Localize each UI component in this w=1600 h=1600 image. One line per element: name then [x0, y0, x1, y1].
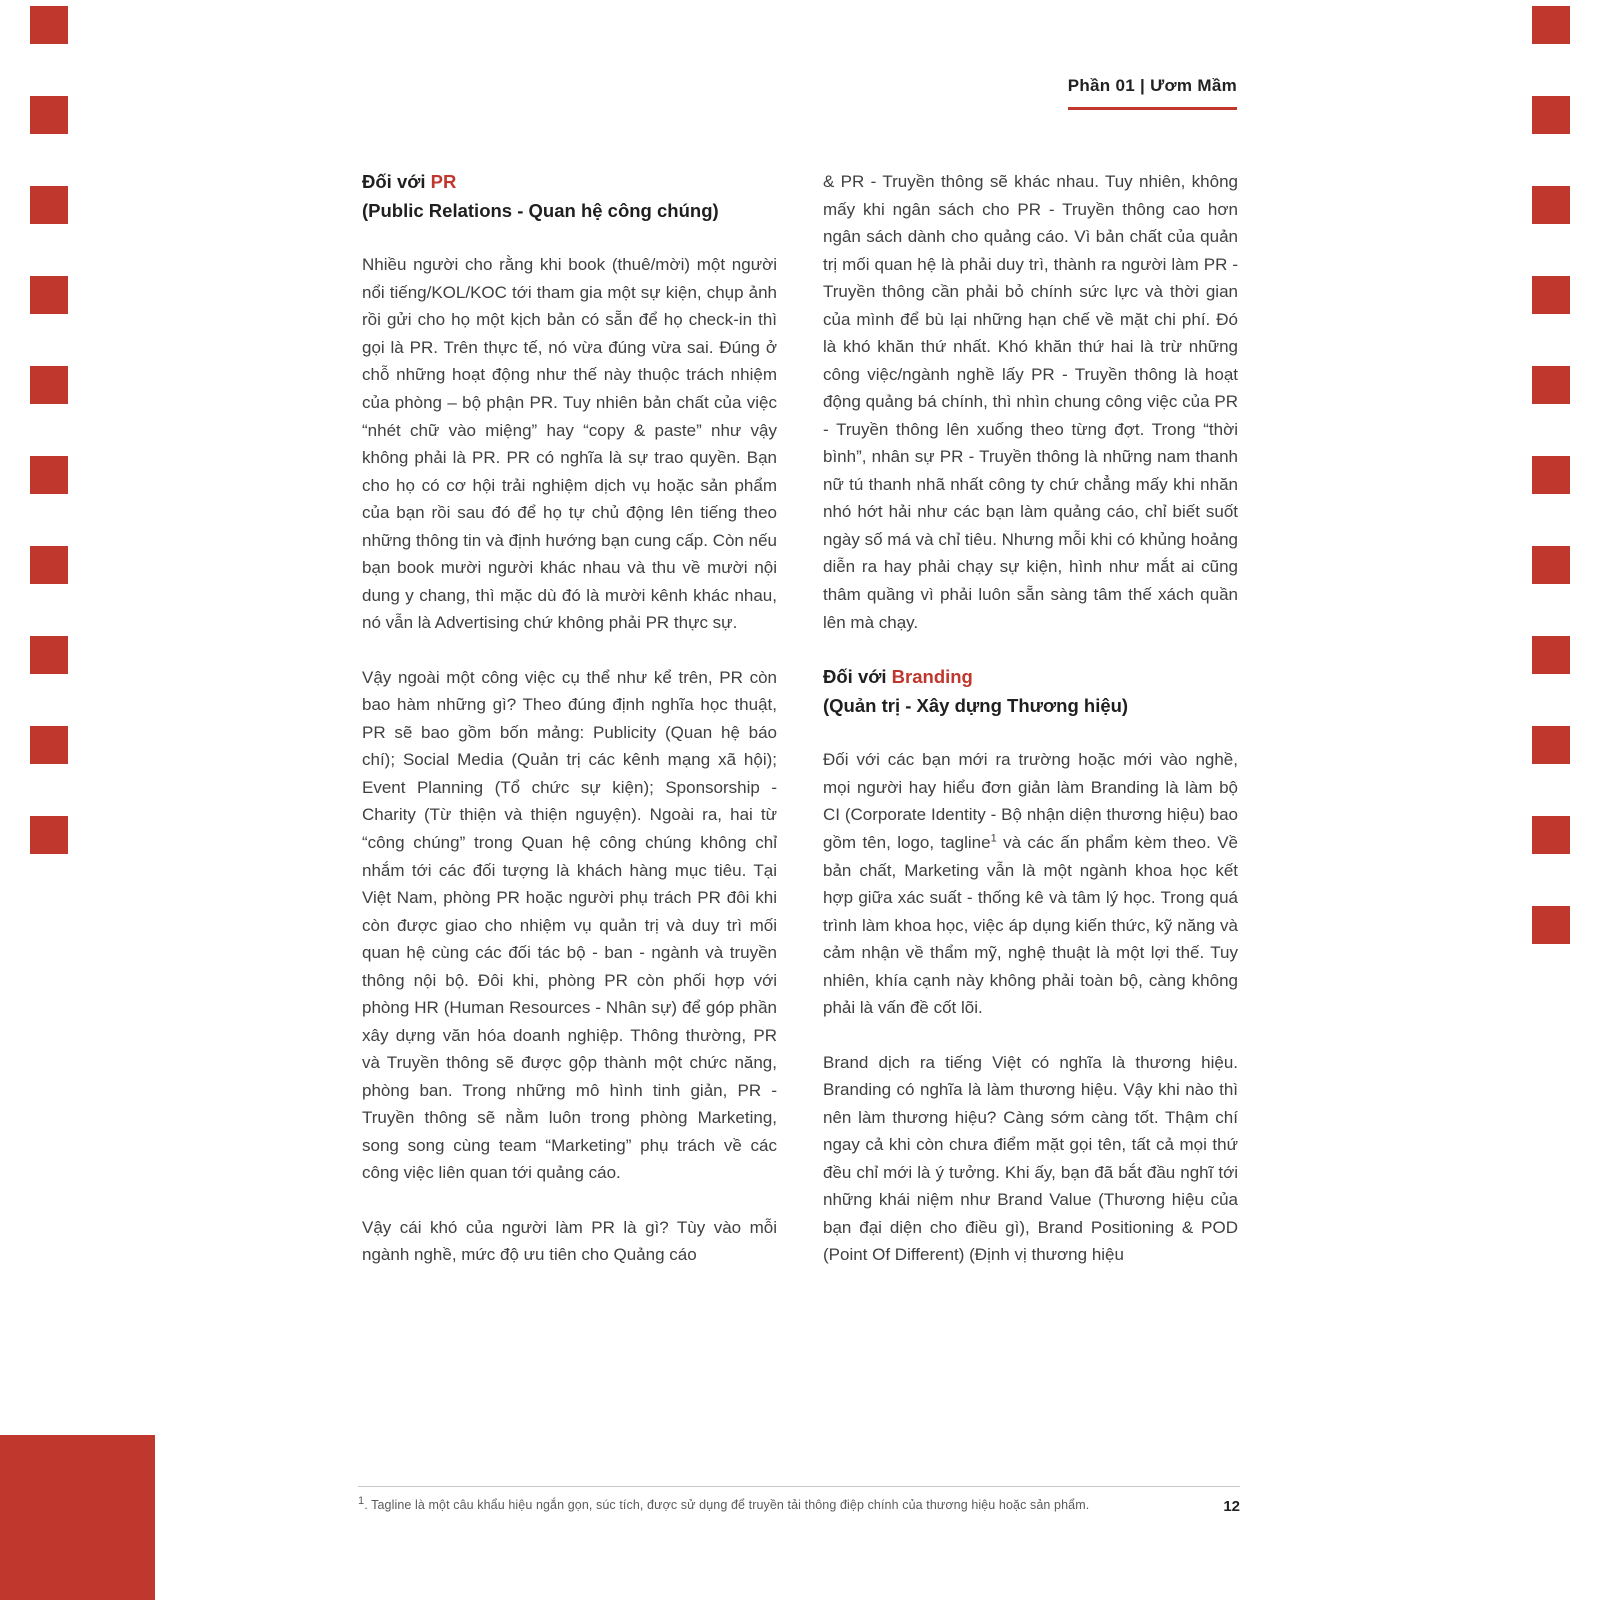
- red-square-decoration: [1532, 636, 1570, 674]
- red-square-decoration: [30, 456, 68, 494]
- red-square-decoration: [1532, 276, 1570, 314]
- red-square-decoration: [1532, 186, 1570, 224]
- corner-block-decoration: [0, 1435, 155, 1600]
- footnote: [358, 1494, 1090, 1512]
- chapter-title: Phần 01 | Ươm Mầm: [1068, 76, 1237, 110]
- section-heading-pr: [362, 168, 777, 225]
- left-column: [362, 168, 777, 1269]
- text-columns: [362, 168, 1238, 1269]
- paragraph: Brand dịch ra tiếng Việt có nghĩa là thương hiệu. Branding có nghĩa là làm thương hiệu. Vậy khi nào thì nên làm thương hiệu? Càng sớm càng tốt. Thậm chí ngay cả khi còn chưa điểm mặt gọi tên, tất cả mọi thứ đều chỉ mới là ý tưởng. Khi ấy, bạn đã bắt đầu nghĩ tới những khái niệm như Brand Value (Thương hiệu của bạn đại diện cho điều gì), Brand Positioning & POD (Point Of Different) (Định vị thương hiệu: [823, 1052, 1238, 1265]
- page-footer: [358, 1486, 1240, 1515]
- red-square-decoration: [1532, 546, 1570, 584]
- paragraph: [823, 746, 1238, 1021]
- red-square-decoration: [30, 96, 68, 134]
- red-square-decoration: [30, 276, 68, 314]
- left-edge-decoration: [30, 6, 68, 854]
- red-square-decoration: [30, 186, 68, 224]
- footnote-text: . Tagline là một câu khẩu hiệu ngắn gọn, súc tích, được sử dụng để truyền tải thông điệp chính của thương hiệu hoặc sản phẩm.: [364, 1498, 1090, 1512]
- red-square-decoration: [1532, 6, 1570, 44]
- paragraph-text: và các ấn phẩm kèm theo. Về bản chất, Marketing vẫn là một ngành khoa học kết hợp giữa xác suất - thống kê và tâm lý học. Trong quá trình làm khoa học, việc áp dụng kiến thức, kỹ năng và cảm nhận về thẩm mỹ, nghệ thuật là một lợi thế. Tuy nhiên, khía cạnh này không phải toàn bộ, càng không phải là vấn đề cốt lõi.: [823, 832, 1238, 1018]
- red-square-decoration: [30, 546, 68, 584]
- heading-subtitle: (Public Relations - Quan hệ công chúng): [362, 199, 719, 221]
- red-square-decoration: [30, 6, 68, 44]
- red-square-decoration: [30, 366, 68, 404]
- red-square-decoration: [1532, 366, 1570, 404]
- heading-keyword: Branding: [891, 666, 973, 688]
- right-edge-decoration: [1532, 6, 1570, 944]
- paragraph: Nhiều người cho rằng khi book (thuê/mời) một người nổi tiếng/KOL/KOC tới tham gia một sự kiện, chụp ảnh rồi gửi cho họ một kịch bản có sẵn để họ check-in thì gọi là PR. Trên thực tế, nó vừa đúng vừa sai. Đúng ở chỗ những hoạt động như thế này thuộc trách nhiệm của phòng – bộ phận PR. Tuy nhiên bản chất của việc “nhét chữ vào miệng” hay “copy & paste” như vậy không phải là PR. PR có nghĩa là sự trao quyền. Bạn cho họ có cơ hội trải nghiệm dịch vụ hoặc sản phẩm của bạn rồi sau đó để họ tự chủ động lên tiếng theo những thông tin và định hướng bạn cung cấp. Còn nếu bạn book mười người khác nhau và thu về mười nội dung y chang, thì mặc dù đó là mười kênh khác nhau, nó vẫn là Advertising chứ không phải PR thực sự.: [362, 255, 777, 633]
- paragraph: Vậy ngoài một công việc cụ thể như kể trên, PR còn bao hàm những gì? Theo đúng định nghĩa học thuật, PR sẽ bao gồm bốn mảng: Publicity (Quan hệ báo chí); Social Media (Quản trị các kênh mạng xã hội); Event Planning (Tổ chức sự kiện); Sponsorship - Charity (Từ thiện và thiện nguyện). Ngoài ra, hai từ “công chúng” trong Quan hệ công chúng không chỉ nhắm tới các đối tượng là khách hàng mục tiêu. Tại Việt Nam, phòng PR hoặc người phụ trách PR đôi khi còn được giao cho nhiệm vụ quản trị và duy trì mối quan hệ cùng các đối tác bộ - ban - ngành và truyền thông nội bộ. Đôi khi, phòng PR còn phối hợp với phòng HR (Human Resources - Nhân sự) để góp phần xây dựng văn hóa doanh nghiệp. Thông thường, PR và Truyền thông sẽ được gộp thành một chức năng, phòng ban. Trong những mô hình tinh giản, PR - Truyền thông sẽ nằm luôn trong phòng Marketing, song song cùng team “Marketing” phụ trách về các công việc liên quan tới quảng cáo.: [362, 667, 777, 1183]
- footnote-reference: 1: [990, 832, 997, 845]
- page-number: 12: [1223, 1498, 1240, 1515]
- red-square-decoration: [1532, 96, 1570, 134]
- red-square-decoration: [30, 816, 68, 854]
- heading-keyword: PR: [430, 171, 457, 192]
- right-column: [823, 168, 1238, 1269]
- heading-prefix: Đối với: [823, 666, 892, 688]
- red-square-decoration: [30, 636, 68, 674]
- paragraph: & PR - Truyền thông sẽ khác nhau. Tuy nhiên, không mấy khi ngân sách cho PR - Truyền thông cao hơn ngân sách dành cho quảng cáo. Vì bản chất của quản trị mối quan hệ là phải duy trì, thành ra người làm PR - Truyền thông cần phải bỏ chính sức lực và thời gian của mình để bù lại những hạn chế về mặt chi phí. Đó là khó khăn thứ nhất. Khó khăn thứ hai là trừ những công việc/ngành nghề lấy PR - Truyền thông là hoạt động quảng bá chính, thì nhìn chung công việc của PR - Truyền thông lên xuống theo từng đợt. Trong “thời bình”, nhân sự PR - Truyền thông là những nam thanh nữ tú thanh nhã nhất công ty chứ chẳng mấy khi nhăn nhó hớt hải như các bạn làm quảng cáo, chỉ biết suốt ngày số má và chỉ tiêu. Nhưng mỗi khi có khủng hoảng diễn ra hay phải chạy sự kiện, hình như mắt ai cũng thâm quầng vì phải luôn sẵn sàng tâm thế xách quần lên mà chạy.: [823, 172, 1238, 632]
- red-square-decoration: [1532, 906, 1570, 944]
- section-heading-branding: [823, 663, 1238, 720]
- heading-prefix: Đối với: [362, 171, 431, 192]
- heading-subtitle: (Quản trị - Xây dựng Thương hiệu): [823, 694, 1129, 716]
- paragraph-text: Đối với các bạn mới ra trường hoặc mới vào nghề, mọi người hay hiểu đơn giản làm Branding là làm bộ CI (Corporate Identity - Bộ nhận diện thương hiệu) bao gồm tên, logo, tagline: [823, 750, 1238, 852]
- running-header: [1068, 76, 1237, 110]
- red-square-decoration: [1532, 726, 1570, 764]
- paragraph: Vậy cái khó của người làm PR là gì? Tùy vào mỗi ngành nghề, mức độ ưu tiên cho Quảng cáo: [362, 1217, 777, 1265]
- red-square-decoration: [1532, 456, 1570, 494]
- footnote-marker: 1: [358, 1494, 365, 1507]
- red-square-decoration: [30, 726, 68, 764]
- red-square-decoration: [1532, 816, 1570, 854]
